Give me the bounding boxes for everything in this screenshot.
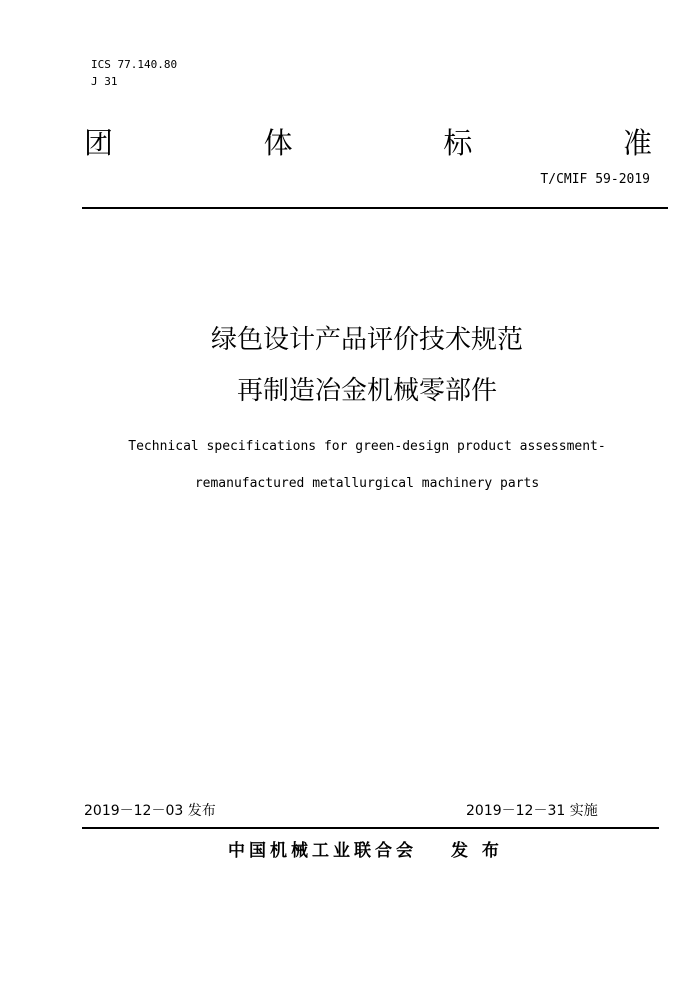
- standard-type-char: 体: [263, 126, 293, 160]
- standard-number: T/CMIF 59-2019: [540, 172, 650, 187]
- standard-type-char: 团: [84, 126, 114, 160]
- title-en-line-2: remanufactured metallurgical machinery parts: [194, 476, 540, 491]
- ccs-code: J 31: [91, 75, 118, 88]
- publisher-action: 发 布: [451, 841, 503, 861]
- title-cn-line-1: 绿色设计产品评价技术规范: [210, 325, 523, 355]
- issue-date: 2019－12－03 发布: [84, 803, 216, 819]
- standard-type-char: 准: [622, 126, 652, 160]
- title-en-line-1: Technical specifications for green-design product assessment-: [128, 439, 606, 454]
- top-divider: [82, 207, 668, 209]
- publisher-line: [228, 840, 503, 862]
- standard-type-heading: [84, 126, 652, 160]
- publisher-name: 中国机械工业联合会: [228, 841, 417, 861]
- bottom-divider: [82, 827, 659, 829]
- standard-type-char: 标: [443, 126, 473, 160]
- implementation-date: 2019－12－31 实施: [466, 803, 598, 819]
- title-cn-line-2: 再制造冶金机械零部件: [236, 376, 497, 406]
- ics-code: ICS 77.140.80: [91, 58, 178, 71]
